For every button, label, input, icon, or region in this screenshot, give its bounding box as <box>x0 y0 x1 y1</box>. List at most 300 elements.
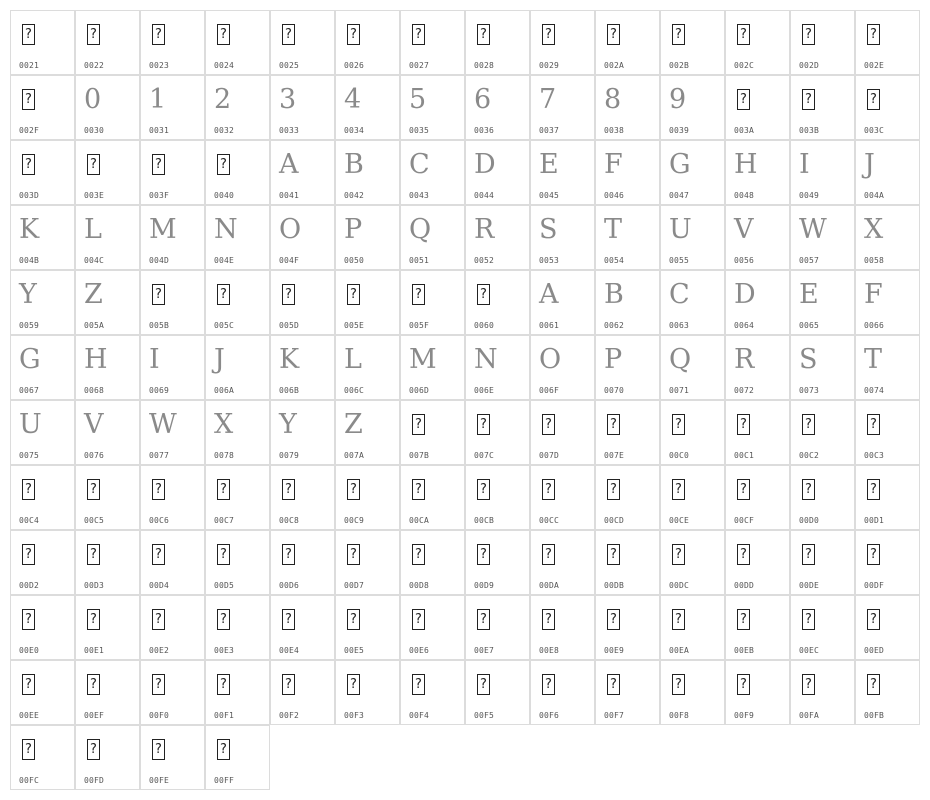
codepoint-label: 0070 <box>604 386 625 395</box>
glyph-character: T <box>604 214 623 245</box>
glyph-cell <box>10 140 75 205</box>
codepoint-label: 007B <box>409 451 430 460</box>
glyph-cell <box>10 335 75 400</box>
missing-glyph-icon: ? <box>87 544 100 565</box>
missing-glyph-icon: ? <box>737 414 750 435</box>
glyph-cell <box>530 10 595 75</box>
codepoint-label: 004B <box>19 256 40 265</box>
glyph-cell <box>400 465 465 530</box>
glyph-cell <box>270 465 335 530</box>
codepoint-label: 0061 <box>539 321 560 330</box>
codepoint-label: 00DD <box>734 581 755 590</box>
glyph-cell <box>10 270 75 335</box>
glyph-cell <box>270 660 335 725</box>
glyph-character: V <box>84 409 104 440</box>
glyph-cell <box>725 595 790 660</box>
glyph-character: Z <box>344 409 363 440</box>
missing-glyph-icon: ? <box>87 674 100 695</box>
missing-glyph-icon: ? <box>152 739 165 760</box>
glyph-cell <box>205 10 270 75</box>
codepoint-label: 00E6 <box>409 646 430 655</box>
codepoint-label: 00EE <box>19 711 40 720</box>
glyph-cell <box>270 205 335 270</box>
codepoint-label: 0041 <box>279 191 300 200</box>
glyph-character: 0 <box>84 84 102 115</box>
missing-glyph-icon: ? <box>867 609 880 630</box>
codepoint-label: 004D <box>149 256 170 265</box>
glyph-cell <box>725 335 790 400</box>
codepoint-label: 0066 <box>864 321 885 330</box>
missing-glyph-icon: ? <box>152 674 165 695</box>
missing-glyph-icon: ? <box>802 544 815 565</box>
glyph-cell <box>530 400 595 465</box>
glyph-character: L <box>344 344 362 375</box>
glyph-cell <box>595 140 660 205</box>
missing-glyph-icon: ? <box>412 674 425 695</box>
codepoint-label: 0028 <box>474 61 495 70</box>
glyph-cell <box>855 335 920 400</box>
codepoint-label: 00E5 <box>344 646 365 655</box>
codepoint-label: 004F <box>279 256 300 265</box>
missing-glyph-icon: ? <box>347 674 360 695</box>
missing-glyph-icon: ? <box>867 674 880 695</box>
codepoint-label: 0076 <box>84 451 105 460</box>
glyph-cell <box>335 595 400 660</box>
glyph-cell <box>400 75 465 140</box>
glyph-cell <box>660 660 725 725</box>
glyph-cell <box>400 10 465 75</box>
codepoint-label: 0027 <box>409 61 430 70</box>
glyph-cell <box>530 270 595 335</box>
codepoint-label: 0079 <box>279 451 300 460</box>
missing-glyph-icon: ? <box>542 674 555 695</box>
codepoint-label: 00FE <box>149 776 170 785</box>
codepoint-label: 0021 <box>19 61 40 70</box>
codepoint-label: 0035 <box>409 126 430 135</box>
codepoint-label: 007C <box>474 451 495 460</box>
glyph-cell <box>465 595 530 660</box>
glyph-cell <box>465 205 530 270</box>
glyph-character: S <box>799 344 818 375</box>
glyph-cell <box>530 530 595 595</box>
missing-glyph-icon: ? <box>477 544 490 565</box>
glyph-character: 4 <box>344 84 362 115</box>
missing-glyph-icon: ? <box>152 284 165 305</box>
codepoint-label: 0024 <box>214 61 235 70</box>
codepoint-label: 00CC <box>539 516 560 525</box>
glyph-cell <box>855 660 920 725</box>
codepoint-label: 00C7 <box>214 516 235 525</box>
glyph-cell <box>400 335 465 400</box>
codepoint-label: 0057 <box>799 256 820 265</box>
codepoint-label: 002C <box>734 61 755 70</box>
codepoint-label: 00FC <box>19 776 40 785</box>
glyph-cell <box>270 595 335 660</box>
glyph-cell <box>595 530 660 595</box>
glyph-cell <box>270 400 335 465</box>
missing-glyph-icon: ? <box>607 24 620 45</box>
glyph-cell <box>205 270 270 335</box>
missing-glyph-icon: ? <box>282 609 295 630</box>
glyph-cell <box>790 465 855 530</box>
glyph-character: D <box>474 149 496 180</box>
glyph-cell <box>855 530 920 595</box>
codepoint-label: 0075 <box>19 451 40 460</box>
missing-glyph-icon: ? <box>802 24 815 45</box>
glyph-character: 2 <box>214 84 232 115</box>
glyph-cell <box>725 270 790 335</box>
glyph-cell <box>140 725 205 790</box>
missing-glyph-icon: ? <box>477 479 490 500</box>
codepoint-label: 00E0 <box>19 646 40 655</box>
codepoint-label: 00FD <box>84 776 105 785</box>
glyph-cell <box>400 400 465 465</box>
codepoint-label: 0042 <box>344 191 365 200</box>
codepoint-label: 00EB <box>734 646 755 655</box>
glyph-cell <box>660 400 725 465</box>
glyph-character: H <box>84 344 108 375</box>
codepoint-label: 0034 <box>344 126 365 135</box>
glyph-cell <box>400 595 465 660</box>
missing-glyph-icon: ? <box>347 609 360 630</box>
glyph-cell <box>140 400 205 465</box>
glyph-character: W <box>149 409 177 440</box>
glyph-cell <box>595 10 660 75</box>
codepoint-label: 00F6 <box>539 711 560 720</box>
codepoint-label: 00D3 <box>84 581 105 590</box>
glyph-cell <box>75 595 140 660</box>
glyph-cell <box>335 10 400 75</box>
glyph-character: E <box>799 279 819 310</box>
glyph-character: J <box>214 344 225 375</box>
codepoint-label: 0025 <box>279 61 300 70</box>
glyph-cell <box>75 465 140 530</box>
glyph-cell <box>10 400 75 465</box>
missing-glyph-icon: ? <box>542 479 555 500</box>
codepoint-label: 0050 <box>344 256 365 265</box>
glyph-character: 6 <box>474 84 492 115</box>
codepoint-label: 0065 <box>799 321 820 330</box>
glyph-cell <box>790 270 855 335</box>
glyph-character: M <box>409 344 437 375</box>
missing-glyph-icon: ? <box>347 24 360 45</box>
missing-glyph-icon: ? <box>87 24 100 45</box>
missing-glyph-icon: ? <box>477 284 490 305</box>
missing-glyph-icon: ? <box>22 739 35 760</box>
codepoint-label: 0030 <box>84 126 105 135</box>
codepoint-label: 004C <box>84 256 105 265</box>
codepoint-label: 006A <box>214 386 235 395</box>
missing-glyph-icon: ? <box>672 24 685 45</box>
missing-glyph-icon: ? <box>477 674 490 695</box>
missing-glyph-icon: ? <box>22 674 35 695</box>
codepoint-label: 003D <box>19 191 40 200</box>
glyph-cell <box>205 530 270 595</box>
codepoint-label: 006C <box>344 386 365 395</box>
glyph-cell <box>140 660 205 725</box>
glyph-cell <box>75 400 140 465</box>
codepoint-label: 003C <box>864 126 885 135</box>
glyph-cell <box>660 140 725 205</box>
codepoint-label: 0040 <box>214 191 235 200</box>
missing-glyph-icon: ? <box>737 609 750 630</box>
codepoint-label: 0064 <box>734 321 755 330</box>
missing-glyph-icon: ? <box>87 154 100 175</box>
codepoint-label: 00C9 <box>344 516 365 525</box>
glyph-cell <box>660 75 725 140</box>
glyph-cell <box>400 140 465 205</box>
codepoint-label: 0069 <box>149 386 170 395</box>
glyph-cell <box>790 595 855 660</box>
glyph-cell <box>530 465 595 530</box>
glyph-cell <box>10 465 75 530</box>
codepoint-label: 0053 <box>539 256 560 265</box>
missing-glyph-icon: ? <box>282 24 295 45</box>
codepoint-label: 002A <box>604 61 625 70</box>
codepoint-label: 00CF <box>734 516 755 525</box>
codepoint-label: 00F8 <box>669 711 690 720</box>
glyph-cell <box>205 140 270 205</box>
glyph-cell <box>10 10 75 75</box>
codepoint-label: 005D <box>279 321 300 330</box>
glyph-cell <box>335 335 400 400</box>
glyph-cell <box>595 335 660 400</box>
glyph-cell <box>725 205 790 270</box>
glyph-cell <box>335 205 400 270</box>
missing-glyph-icon: ? <box>282 674 295 695</box>
codepoint-label: 005C <box>214 321 235 330</box>
glyph-cell <box>595 205 660 270</box>
codepoint-label: 002F <box>19 126 40 135</box>
glyph-character: N <box>474 344 498 375</box>
glyph-character: 8 <box>604 84 622 115</box>
codepoint-label: 00DF <box>864 581 885 590</box>
glyph-cell <box>530 335 595 400</box>
glyph-cell <box>10 595 75 660</box>
glyph-character: G <box>19 344 41 375</box>
missing-glyph-icon: ? <box>672 544 685 565</box>
glyph-cell <box>205 400 270 465</box>
codepoint-label: 003A <box>734 126 755 135</box>
missing-glyph-icon: ? <box>217 479 230 500</box>
glyph-cell <box>790 530 855 595</box>
codepoint-label: 00C8 <box>279 516 300 525</box>
glyph-character: U <box>669 214 692 245</box>
glyph-cell <box>725 400 790 465</box>
codepoint-label: 00C6 <box>149 516 170 525</box>
glyph-cell <box>10 530 75 595</box>
glyph-character: K <box>19 214 40 245</box>
codepoint-label: 0038 <box>604 126 625 135</box>
codepoint-label: 007D <box>539 451 560 460</box>
missing-glyph-icon: ? <box>412 414 425 435</box>
glyph-cell <box>855 75 920 140</box>
glyph-cell <box>465 400 530 465</box>
glyph-cell <box>660 10 725 75</box>
glyph-character: R <box>474 214 495 245</box>
missing-glyph-icon: ? <box>867 479 880 500</box>
glyph-character: Q <box>409 214 432 245</box>
codepoint-label: 00FA <box>799 711 820 720</box>
missing-glyph-icon: ? <box>412 479 425 500</box>
missing-glyph-icon: ? <box>22 479 35 500</box>
glyph-cell <box>465 530 530 595</box>
glyph-cell <box>660 530 725 595</box>
glyph-cell <box>140 140 205 205</box>
glyph-cell <box>205 75 270 140</box>
glyph-character: G <box>669 149 691 180</box>
glyph-cell <box>465 335 530 400</box>
codepoint-label: 007A <box>344 451 365 460</box>
glyph-cell <box>335 270 400 335</box>
glyph-cell <box>595 465 660 530</box>
missing-glyph-icon: ? <box>87 479 100 500</box>
missing-glyph-icon: ? <box>87 739 100 760</box>
glyph-cell <box>790 140 855 205</box>
missing-glyph-icon: ? <box>152 544 165 565</box>
codepoint-label: 00E9 <box>604 646 625 655</box>
missing-glyph-icon: ? <box>607 479 620 500</box>
glyph-cell <box>75 140 140 205</box>
missing-glyph-icon: ? <box>347 544 360 565</box>
glyph-character: A <box>539 279 559 310</box>
missing-glyph-icon: ? <box>412 284 425 305</box>
codepoint-label: 0054 <box>604 256 625 265</box>
missing-glyph-icon: ? <box>802 414 815 435</box>
glyph-cell <box>530 75 595 140</box>
missing-glyph-icon: ? <box>737 479 750 500</box>
codepoint-label: 00C0 <box>669 451 690 460</box>
codepoint-label: 00E7 <box>474 646 495 655</box>
missing-glyph-icon: ? <box>477 414 490 435</box>
codepoint-label: 00FB <box>864 711 885 720</box>
codepoint-label: 00C4 <box>19 516 40 525</box>
glyph-cell <box>595 400 660 465</box>
glyph-cell <box>75 530 140 595</box>
glyph-character: J <box>864 149 875 180</box>
codepoint-label: 00DC <box>669 581 690 590</box>
glyph-cell <box>855 10 920 75</box>
codepoint-label: 0023 <box>149 61 170 70</box>
codepoint-label: 00D4 <box>149 581 170 590</box>
glyph-character: O <box>539 344 562 375</box>
glyph-cell <box>660 270 725 335</box>
glyph-cell <box>140 205 205 270</box>
codepoint-label: 00D2 <box>19 581 40 590</box>
glyph-cell <box>465 465 530 530</box>
glyph-character: Q <box>669 344 692 375</box>
glyph-cell <box>855 205 920 270</box>
codepoint-label: 0073 <box>799 386 820 395</box>
missing-glyph-icon: ? <box>347 479 360 500</box>
codepoint-label: 00C5 <box>84 516 105 525</box>
codepoint-label: 00EF <box>84 711 105 720</box>
missing-glyph-icon: ? <box>672 674 685 695</box>
glyph-cell <box>270 270 335 335</box>
glyph-character: B <box>604 279 624 310</box>
glyph-cell <box>465 140 530 205</box>
glyph-cell <box>660 595 725 660</box>
glyph-cell <box>335 75 400 140</box>
glyph-character: P <box>344 214 363 245</box>
codepoint-label: 00CE <box>669 516 690 525</box>
codepoint-label: 00D6 <box>279 581 300 590</box>
missing-glyph-icon: ? <box>737 544 750 565</box>
codepoint-label: 00EA <box>669 646 690 655</box>
codepoint-label: 0071 <box>669 386 690 395</box>
glyph-cell <box>855 270 920 335</box>
codepoint-label: 0022 <box>84 61 105 70</box>
missing-glyph-icon: ? <box>607 544 620 565</box>
glyph-cell <box>465 660 530 725</box>
glyph-character: I <box>799 149 810 180</box>
codepoint-label: 006D <box>409 386 430 395</box>
glyph-cell <box>790 10 855 75</box>
glyph-character: 1 <box>149 84 167 115</box>
missing-glyph-icon: ? <box>217 284 230 305</box>
glyph-cell <box>270 335 335 400</box>
codepoint-label: 003F <box>149 191 170 200</box>
codepoint-label: 0063 <box>669 321 690 330</box>
glyph-character: O <box>279 214 302 245</box>
glyph-character: A <box>279 149 299 180</box>
codepoint-label: 00F0 <box>149 711 170 720</box>
codepoint-label: 005F <box>409 321 430 330</box>
missing-glyph-icon: ? <box>542 414 555 435</box>
glyph-cell <box>205 725 270 790</box>
codepoint-label: 0058 <box>864 256 885 265</box>
glyph-cell <box>335 465 400 530</box>
glyph-cell <box>725 140 790 205</box>
missing-glyph-icon: ? <box>22 89 35 110</box>
codepoint-label: 0037 <box>539 126 560 135</box>
missing-glyph-icon: ? <box>282 479 295 500</box>
codepoint-label: 00C2 <box>799 451 820 460</box>
glyph-cell <box>660 335 725 400</box>
codepoint-label: 0068 <box>84 386 105 395</box>
glyph-cell <box>335 660 400 725</box>
codepoint-label: 0052 <box>474 256 495 265</box>
glyph-cell <box>855 595 920 660</box>
missing-glyph-icon: ? <box>282 544 295 565</box>
missing-glyph-icon: ? <box>672 414 685 435</box>
codepoint-label: 00DB <box>604 581 625 590</box>
glyph-cell <box>725 530 790 595</box>
glyph-cell <box>205 205 270 270</box>
codepoint-label: 00D7 <box>344 581 365 590</box>
codepoint-label: 0029 <box>539 61 560 70</box>
glyph-cell <box>10 725 75 790</box>
missing-glyph-icon: ? <box>737 89 750 110</box>
glyph-cell <box>270 10 335 75</box>
codepoint-label: 00E8 <box>539 646 560 655</box>
codepoint-label: 0072 <box>734 386 755 395</box>
glyph-character: B <box>344 149 364 180</box>
glyph-character: E <box>539 149 559 180</box>
codepoint-label: 007E <box>604 451 625 460</box>
codepoint-label: 00D5 <box>214 581 235 590</box>
codepoint-label: 002D <box>799 61 820 70</box>
codepoint-label: 0055 <box>669 256 690 265</box>
missing-glyph-icon: ? <box>802 674 815 695</box>
codepoint-label: 00E2 <box>149 646 170 655</box>
glyph-cell <box>140 75 205 140</box>
codepoint-label: 0059 <box>19 321 40 330</box>
glyph-cell <box>140 10 205 75</box>
missing-glyph-icon: ? <box>217 674 230 695</box>
codepoint-label: 00F1 <box>214 711 235 720</box>
codepoint-label: 00F9 <box>734 711 755 720</box>
